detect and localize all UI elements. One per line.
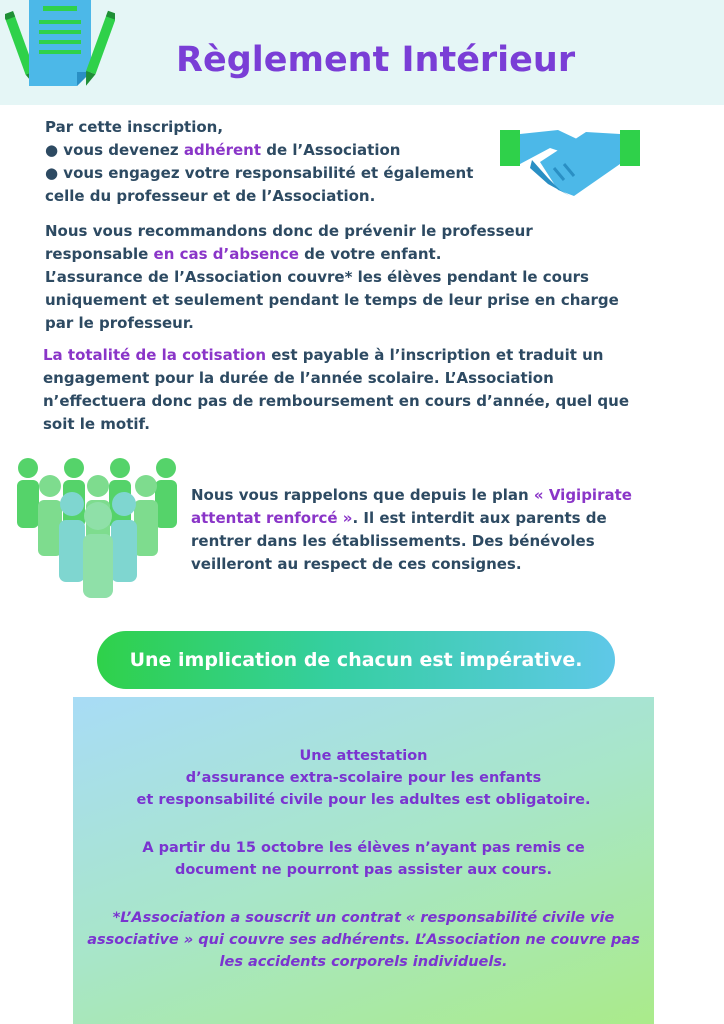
- insurance-p1-line-1: Une attestation: [299, 748, 428, 764]
- absence-line-2-prefix: responsable: [45, 245, 154, 263]
- absence-line-1: Nous vous recommandons donc de prévenir le professeur: [45, 222, 533, 240]
- implication-banner-text: Une implication de chacun est impérative.: [129, 649, 583, 671]
- absence-line-5: par le professeur.: [45, 314, 194, 332]
- insurance-p1-line-3: et responsabilité civile pour les adultes est obligatoire.: [136, 792, 591, 808]
- absence-line-2-highlight: en cas d’absence: [153, 245, 299, 263]
- intro-bullet-1-highlight: adhérent: [183, 141, 262, 159]
- intro-bullet-2-line-2: celle du professeur et de l’Association.: [45, 187, 376, 205]
- vigipirate-paragraph: [191, 484, 632, 576]
- insurance-p1-line-2: d’assurance extra-scolaire pour les enfants: [185, 770, 542, 786]
- absence-line-2-suffix: de votre enfant.: [298, 245, 442, 263]
- document-pencil-icon: [5, 0, 115, 100]
- cotisation-line-1-suffix: est payable à l’inscription et traduit un: [266, 346, 604, 364]
- absence-line-3: L’assurance de l’Association couvre* les élèves pendant le cours: [45, 268, 589, 286]
- insurance-p3-line-3: les accidents corporels individuels.: [219, 954, 508, 970]
- vigipirate-line-1-highlight: « Vigipirate: [533, 486, 632, 504]
- intro-bullet-1-prefix: ● vous devenez: [45, 141, 184, 159]
- absence-paragraph: [45, 220, 619, 335]
- intro-line-1: Par cette inscription,: [45, 118, 224, 136]
- insurance-paragraph-3: [73, 907, 654, 973]
- cotisation-line-1-highlight: La totalité de la cotisation: [43, 346, 266, 364]
- insurance-p2-line-1: A partir du 15 octobre les élèves n’ayant pas remis ce: [142, 840, 585, 856]
- implication-banner: [97, 631, 615, 689]
- vigipirate-line-4: veilleront au respect de ces consignes.: [191, 555, 522, 573]
- absence-line-4: uniquement et seulement pendant le temps de leur prise en charge: [45, 291, 619, 309]
- cotisation-line-2: engagement pour la durée de l’année scolaire. L’Association: [43, 369, 554, 387]
- cotisation-line-3: n’effectuera donc pas de remboursement en cours d’année, quel que: [43, 392, 630, 410]
- insurance-p2-line-2: document ne pourront pas assister aux cours.: [174, 862, 553, 878]
- vigipirate-line-3: rentrer dans les établissements. Des bénévoles: [191, 532, 595, 550]
- insurance-paragraph-1: [73, 745, 654, 811]
- insurance-p3-line-2: associative » qui couvre ses adhérents. L’Association ne couvre pas: [87, 932, 640, 948]
- insurance-box: [73, 697, 654, 1024]
- vigipirate-line-1-prefix: Nous vous rappelons que depuis le plan: [191, 486, 534, 504]
- intro-bullet-2-line-1: ● vous engagez votre responsabilité et également: [45, 164, 474, 182]
- intro-paragraph: [45, 116, 473, 208]
- handshake-icon: [500, 126, 640, 201]
- crowd-icon: [14, 458, 184, 600]
- cotisation-paragraph: [43, 344, 629, 436]
- insurance-p3-line-1: *L’Association a souscrit un contrat « responsabilité civile vie: [112, 910, 615, 926]
- intro-bullet-1-suffix: de l’Association: [261, 141, 401, 159]
- page-title: Règlement Intérieur: [176, 40, 576, 80]
- insurance-paragraph-2: [73, 837, 654, 881]
- vigipirate-line-2-suffix: . Il est interdit aux parents de: [352, 509, 607, 527]
- cotisation-line-4: soit le motif.: [43, 415, 150, 433]
- vigipirate-line-2-highlight: attentat renforcé »: [191, 509, 353, 527]
